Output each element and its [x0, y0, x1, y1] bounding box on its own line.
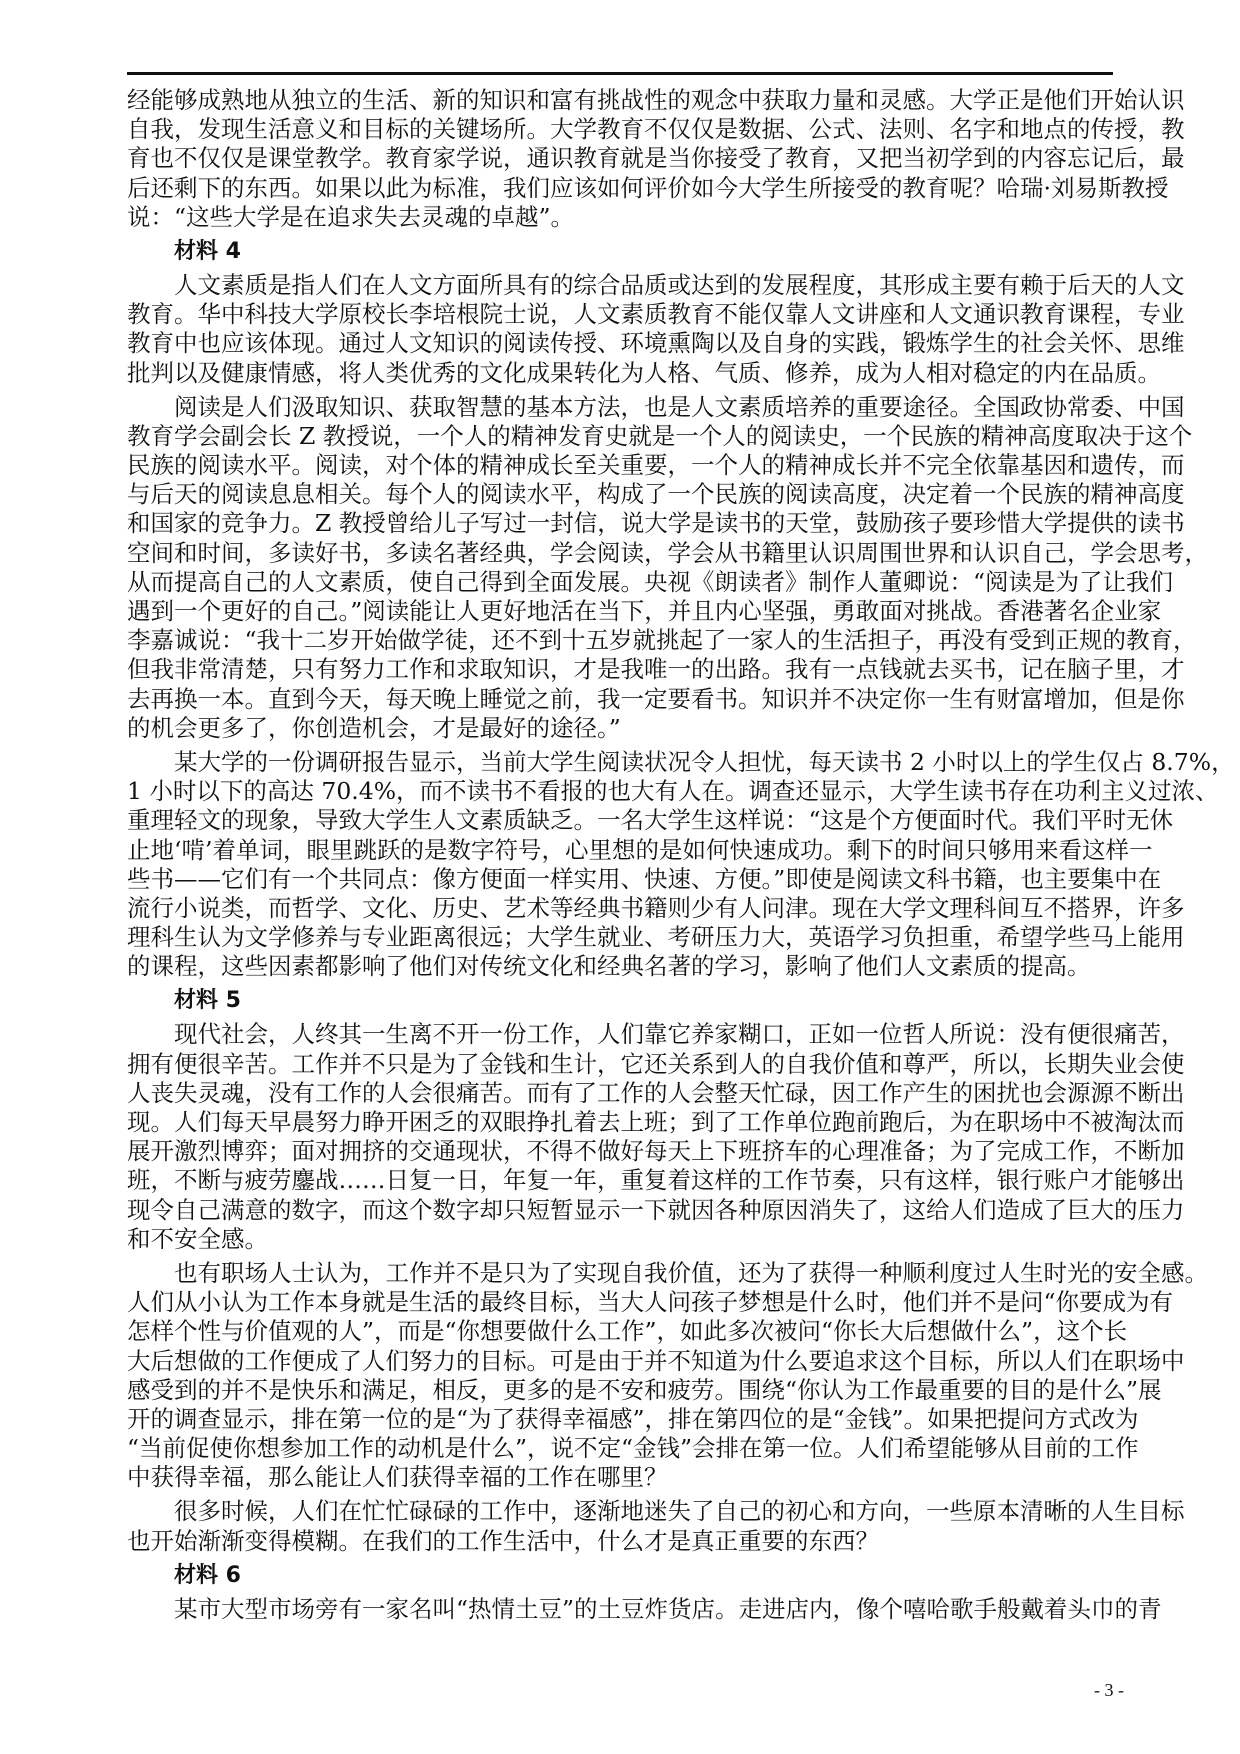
text-line: 民族的阅读水平。阅读，对个体的精神成长至关重要，一个人的精神成长并不完全依靠基因和遗传，而 — [127, 451, 1185, 480]
text-line: 怎样个性与价值观的人”，而是“你想要做什么工作”，如此多次被问“你长大后想做什么”，这个长 — [127, 1317, 1128, 1346]
text-line: 止地‘啃’着单词，眼里跳跃的是数字符号，心里想的是如何快速成功。剩下的时间只够用来看这样一 — [127, 835, 1153, 864]
page-number: - 3 - — [1094, 1680, 1124, 1700]
text-line: 重理轻文的现象，导致大学生人文素质缺乏。一名大学生这样说：“这是个方便面时代。我们平时无休 — [127, 806, 1174, 835]
section-heading: 材料 6 — [174, 1562, 241, 1588]
text-line: 遇到一个更好的自己。”阅读能让人更好地活在当下，并且内心坚强，勇敢面对挑战。香港著名企业家 — [127, 597, 1162, 625]
text-line: 和不安全感。 — [127, 1224, 268, 1253]
text-line: 人们从小认为工作本身就是生活的最终目标，当大人问孩子梦想是什么时，他们并不是问“你要成为有 — [127, 1288, 1174, 1317]
text-line: 的机会更多了，你创造机会，才是最好的途径。” — [127, 713, 621, 742]
paragraph — [127, 1020, 1185, 1254]
text-line: 1 小时以下的高达 70.4%，而不读书不看报的也大有人在。调查还显示，大学生读书存在功利主义过浓、 — [127, 777, 1219, 806]
text-line: 教育中也应该体现。通过人文知识的阅读传授、环境熏陶以及自身的实践，锻炼学生的社会关怀、思维 — [127, 329, 1185, 358]
paragraph — [127, 86, 1185, 232]
text-line: 理科生认为文学修养与专业距离很远；大学生就业、考研压力大，英语学习负担重，希望学些马上能用 — [127, 923, 1185, 952]
text-line: 现令自己满意的数字，而这个数字却只短暂显示一下就因各种原因消失了，这给人们造成了巨大的压力 — [127, 1195, 1185, 1224]
paragraph — [127, 747, 1235, 982]
text-line: 人文素质是指人们在人文方面所具有的综合品质或达到的发展程度，其形成主要有赖于后天的人文 — [174, 270, 1185, 299]
section-heading: 材料 5 — [174, 988, 241, 1014]
document-body — [127, 86, 1235, 1624]
text-line: 某大学的一份调研报告显示，当前大学生阅读状况令人担忧，每天读书 2 小时以上的学生仅占 8.7%， — [174, 747, 1235, 776]
text-line: 也开始渐渐变得模糊。在我们的工作生活中，什么才是真正重要的东西？ — [127, 1526, 879, 1555]
text-line: 和国家的竞争力。Z 教授曾给儿子写过一封信，说大学是读书的天堂，鼓励孩子要珍惜大学提供的读书 — [127, 509, 1185, 538]
header-rule — [127, 72, 1113, 75]
text-line: 后还剩下的东西。如果以此为标准，我们应该如何评价如今大学生所接受的教育呢？哈瑞·刘易斯教授 — [127, 173, 1169, 202]
paragraph — [127, 1497, 1185, 1555]
text-line: 空间和时间，多读好书，多读名著经典，学会阅读，学会从书籍里认识周围世界和认识自己，学会思考， — [127, 538, 1208, 567]
text-line: 很多时候，人们在忙忙碌碌的工作中，逐渐地迷失了自己的初心和方向，一些原本清晰的人生目标 — [174, 1497, 1185, 1526]
text-line: 自我，发现生活意义和目标的关键场所。大学教育不仅仅是数据、公式、法则、名字和地点的传授，教 — [127, 115, 1185, 144]
text-line: 展开激烈博弈；面对拥挤的交通现状，不得不做好每天上下班挤车的心理准备；为了完成工作，不断加 — [127, 1137, 1185, 1166]
text-line: 拥有便很辛苦。工作并不只是为了金钱和生计，它还关系到人的自我价值和尊严，所以，长期失业会使 — [127, 1049, 1185, 1078]
text-line: 经能够成熟地从独立的生活、新的知识和富有挑战性的观念中获取力量和灵感。大学正是他们开始认识 — [127, 86, 1185, 114]
text-line: 去再换一本。直到今天，每天晚上睡觉之前，我一定要看书。知识并不决定你一生有财富增加，但是你 — [127, 684, 1185, 713]
text-line: 阅读是人们汲取知识、获取智慧的基本方法，也是人文素质培养的重要途径。全国政协常委、中国 — [174, 392, 1185, 421]
section-heading: 材料 4 — [174, 238, 241, 264]
text-line: 李嘉诚说：“我十二岁开始做学徒，还不到十五岁就挑起了一家人的生活担子，再没有受到正规的教育， — [127, 626, 1197, 655]
text-line: 人丧失灵魂，没有工作的人会很痛苦。而有了工作的人会整天忙碌，因工作产生的困扰也会源源不断出 — [127, 1078, 1185, 1107]
text-line: 但我非常清楚，只有努力工作和求取知识，才是我唯一的出路。我有一点钱就去买书，记在脑子里，才 — [127, 655, 1185, 684]
text-line: 也有职场人士认为，工作并不是只为了实现自我价值，还为了获得一种顺利度过人生时光的安全感。 — [174, 1258, 1208, 1287]
paragraph — [127, 1594, 1162, 1624]
text-line: 从而提高自己的人文素质，使自己得到全面发展。央视《朗读者》制作人董卿说：“阅读是为了让我们 — [127, 567, 1174, 596]
text-line: 教育学会副会长 Z 教授说，一个人的精神发育史就是一个人的阅读史，一个民族的精神高度取决于这个 — [127, 421, 1193, 450]
text-line: 的课程，这些因素都影响了他们对传统文化和经典名著的学习，影响了他们人文素质的提高。 — [127, 952, 1091, 981]
text-line: 现。人们每天早晨努力睁开困乏的双眼挣扎着去上班；到了工作单位跑前跑后，为在职场中不被淘汰而 — [127, 1108, 1185, 1136]
text-line: “当前促使你想参加工作的动机是什么”，说不定“金钱”会排在第一位。人们希望能够从目前的工作 — [127, 1434, 1139, 1463]
text-line: 中获得幸福，那么能让人们获得幸福的工作在哪里？ — [127, 1463, 668, 1492]
text-line: 流行小说类，而哲学、文化、历史、艺术等经典书籍则少有人问津。现在大学文理科间互不搭界，许多 — [127, 893, 1185, 922]
text-line: 说：“这些大学是在追求失去灵魂的卓越”。 — [127, 202, 575, 231]
paragraph — [127, 392, 1208, 743]
text-line: 感受到的并不是快乐和满足，相反，更多的是不安和疲劳。围绕“你认为工作最重要的目的是什么”展 — [127, 1375, 1162, 1404]
text-line: 大后想做的工作便成了人们努力的目标。可是由于并不知道为什么要追求这个目标，所以人们在职场中 — [127, 1346, 1185, 1375]
text-line: 开的调查显示，排在第一位的是“为了获得幸福感”，排在第四位的是“金钱”。如果把提问方式改为 — [127, 1404, 1139, 1433]
text-line: 批判以及健康情感，将人类优秀的文化成果转化为人格、气质、修养，成为人相对稳定的内在品质。 — [127, 358, 1161, 387]
text-line: 些书——它们有一个共同点：像方便面一样实用、快速、方便。”即使是阅读文科书籍，也主要集中在 — [127, 864, 1162, 893]
text-line: 某市大型市场旁有一家名叫“热情土豆”的土豆炸货店。走进店内，像个嘻哈歌手般戴着头巾的青 — [174, 1594, 1162, 1623]
paragraph — [127, 1258, 1208, 1493]
text-line: 与后天的阅读息息相关。每个人的阅读水平，构成了一个民族的阅读高度，决定着一个民族的精神高度 — [127, 480, 1185, 509]
text-line: 教育。华中科技大学原校长李培根院士说，人文素质教育不能仅靠人文讲座和人文通识教育课程，专业 — [127, 300, 1185, 329]
text-line: 现代社会，人终其一生离不开一份工作，人们靠它养家糊口，正如一位哲人所说：没有便很痛苦， — [174, 1020, 1185, 1049]
text-line: 育也不仅仅是课堂教学。教育家学说，通识教育就是当你接受了教育，又把当初学到的内容忘记后，最 — [127, 144, 1185, 173]
text-line: 班，不断与疲劳鏖战……日复一日，年复一年，重复着这样的工作节奏，只有这样，银行账户才能够出 — [127, 1166, 1185, 1195]
paragraph — [127, 270, 1185, 388]
